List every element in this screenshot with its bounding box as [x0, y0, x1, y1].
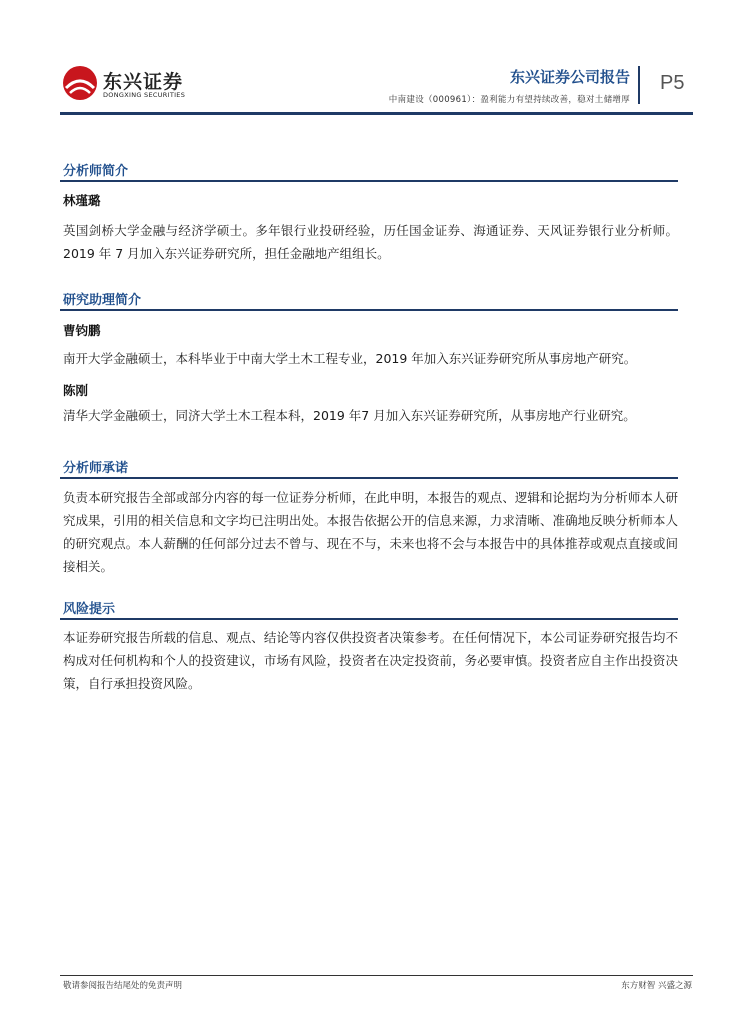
logo-emblem-icon [63, 66, 97, 100]
logo-english-name: DONGXING SECURITIES [103, 91, 186, 99]
page-number: P5 [660, 72, 685, 94]
assistant-name: 曹钧鹏 [63, 323, 101, 338]
assistant-name: 陈刚 [63, 383, 89, 398]
footer-slogan: 东方财智 兴盛之源 [621, 981, 692, 991]
header-rule [60, 112, 693, 115]
assistant-section-title: 研究助理简介 [63, 293, 142, 308]
report-series-title: 东兴证券公司报告 [509, 68, 630, 86]
commitment-section-title: 分析师承诺 [63, 461, 129, 476]
section-rule [60, 180, 678, 182]
commitment-text: 负责本研究报告全部或部分内容的每一位证券分析师，在此申明，本报告的观点、逻辑和论据均为分析师本人研究成果，引用的相关信息和文字均已注明出处。本报告依据公开的信息来源，力求清晰、准确地反映分析师本人的研究观点。本人薪酬的任何部分过去不曾与、现在不与，未来也将不会与本报告中的具体推荐或观点直接或间接相关。 [63, 490, 678, 574]
header-divider [638, 66, 640, 104]
report-subtitle: 中南建设（000961）：盈利能力有望持续改善，稳对土储增厚 [388, 95, 630, 105]
section-rule [60, 477, 678, 479]
footer-rule [60, 975, 693, 976]
analyst-section-title: 分析师简介 [63, 164, 129, 179]
risk-text: 本证券研究报告所载的信息、观点、结论等内容仅供投资者决策参考。在任何情况下，本公司证券研究报告均不构成对任何机构和个人的投资建议，市场有风险，投资者在决定投资前，务必要审慎。投资者应自主作出投资决策，自行承担投资风险。 [63, 630, 678, 691]
section-rule [60, 618, 678, 620]
section-rule [60, 309, 678, 311]
analyst-bio: 英国剑桥大学金融与经济学硕士。多年银行业投研经验，历任国金证券、海通证券、天风证券银行业分析师。2019 年 7 月加入东兴证券研究所，担任金融地产组组长。 [63, 223, 678, 261]
company-logo [63, 64, 193, 104]
page-header [0, 0, 755, 120]
footer-disclaimer-note: 敬请参阅报告结尾处的免责声明 [63, 981, 183, 991]
analyst-name: 林瑾璐 [63, 193, 101, 208]
assistant-bio: 南开大学金融硕士，本科毕业于中南大学土木工程专业，2019 年加入东兴证券研究所从事房地产研究。 [63, 351, 637, 366]
risk-section-title: 风险提示 [63, 602, 116, 617]
assistant-bio: 清华大学金融硕士，同济大学土木工程本科，2019 年7 月加入东兴证券研究所，从事房地产行业研究。 [63, 408, 636, 423]
logo-chinese-name: 东兴证券 [103, 71, 184, 93]
